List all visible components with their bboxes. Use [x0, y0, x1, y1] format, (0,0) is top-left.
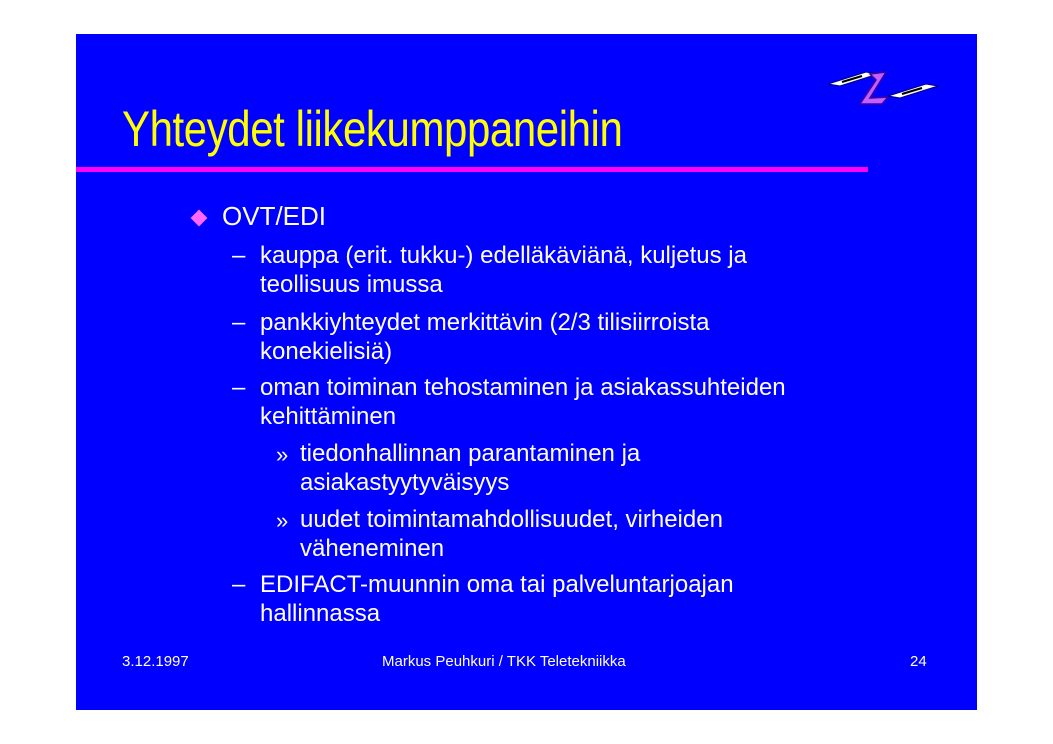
subitem-line: uudet toimintamahdollisuudet, virheiden: [300, 506, 723, 533]
bullet-ovt-edi: OVT/EDI: [222, 201, 327, 231]
item-line: pankkiyhteydet merkittävin (2/3 tilisiirroista: [260, 309, 710, 336]
subitem-line: tiedonhallinnan parantaminen ja: [300, 440, 641, 467]
item-line: kauppa (erit. tukku-) edelläkäviänä, kuljetus ja: [260, 242, 747, 269]
subitem-line: asiakastyytyväisyys: [300, 469, 510, 496]
slide: [76, 34, 977, 710]
dash-bullet: –: [232, 571, 246, 598]
item-line: konekielisiä): [260, 338, 393, 365]
lightning-z-logo-icon: [826, 64, 940, 108]
item-line: oman toiminan tehostaminen ja asiakassuhteiden: [260, 374, 786, 401]
item-line: EDIFACT-muunnin oma tai palveluntarjoajan: [260, 571, 734, 598]
footer-date: 3.12.1997: [122, 653, 189, 670]
sub-bullet: »: [276, 508, 289, 533]
item-line: hallinnassa: [260, 600, 381, 627]
dash-bullet: –: [232, 374, 246, 401]
subitem-line: väheneminen: [300, 535, 445, 562]
footer-author: Markus Peuhkuri / TKK Teletekniikka: [382, 653, 626, 670]
slide-title: Yhteydet liikekumppaneihin: [122, 101, 623, 157]
sub-bullet: »: [276, 442, 289, 467]
diamond-bullet-icon: [191, 210, 208, 227]
title-underline: [76, 167, 868, 172]
item-line: kehittäminen: [260, 403, 397, 430]
item-line: teollisuus imussa: [260, 271, 443, 298]
dash-bullet: –: [232, 242, 246, 269]
footer-page-number: 24: [910, 653, 927, 670]
dash-bullet: –: [232, 309, 246, 336]
